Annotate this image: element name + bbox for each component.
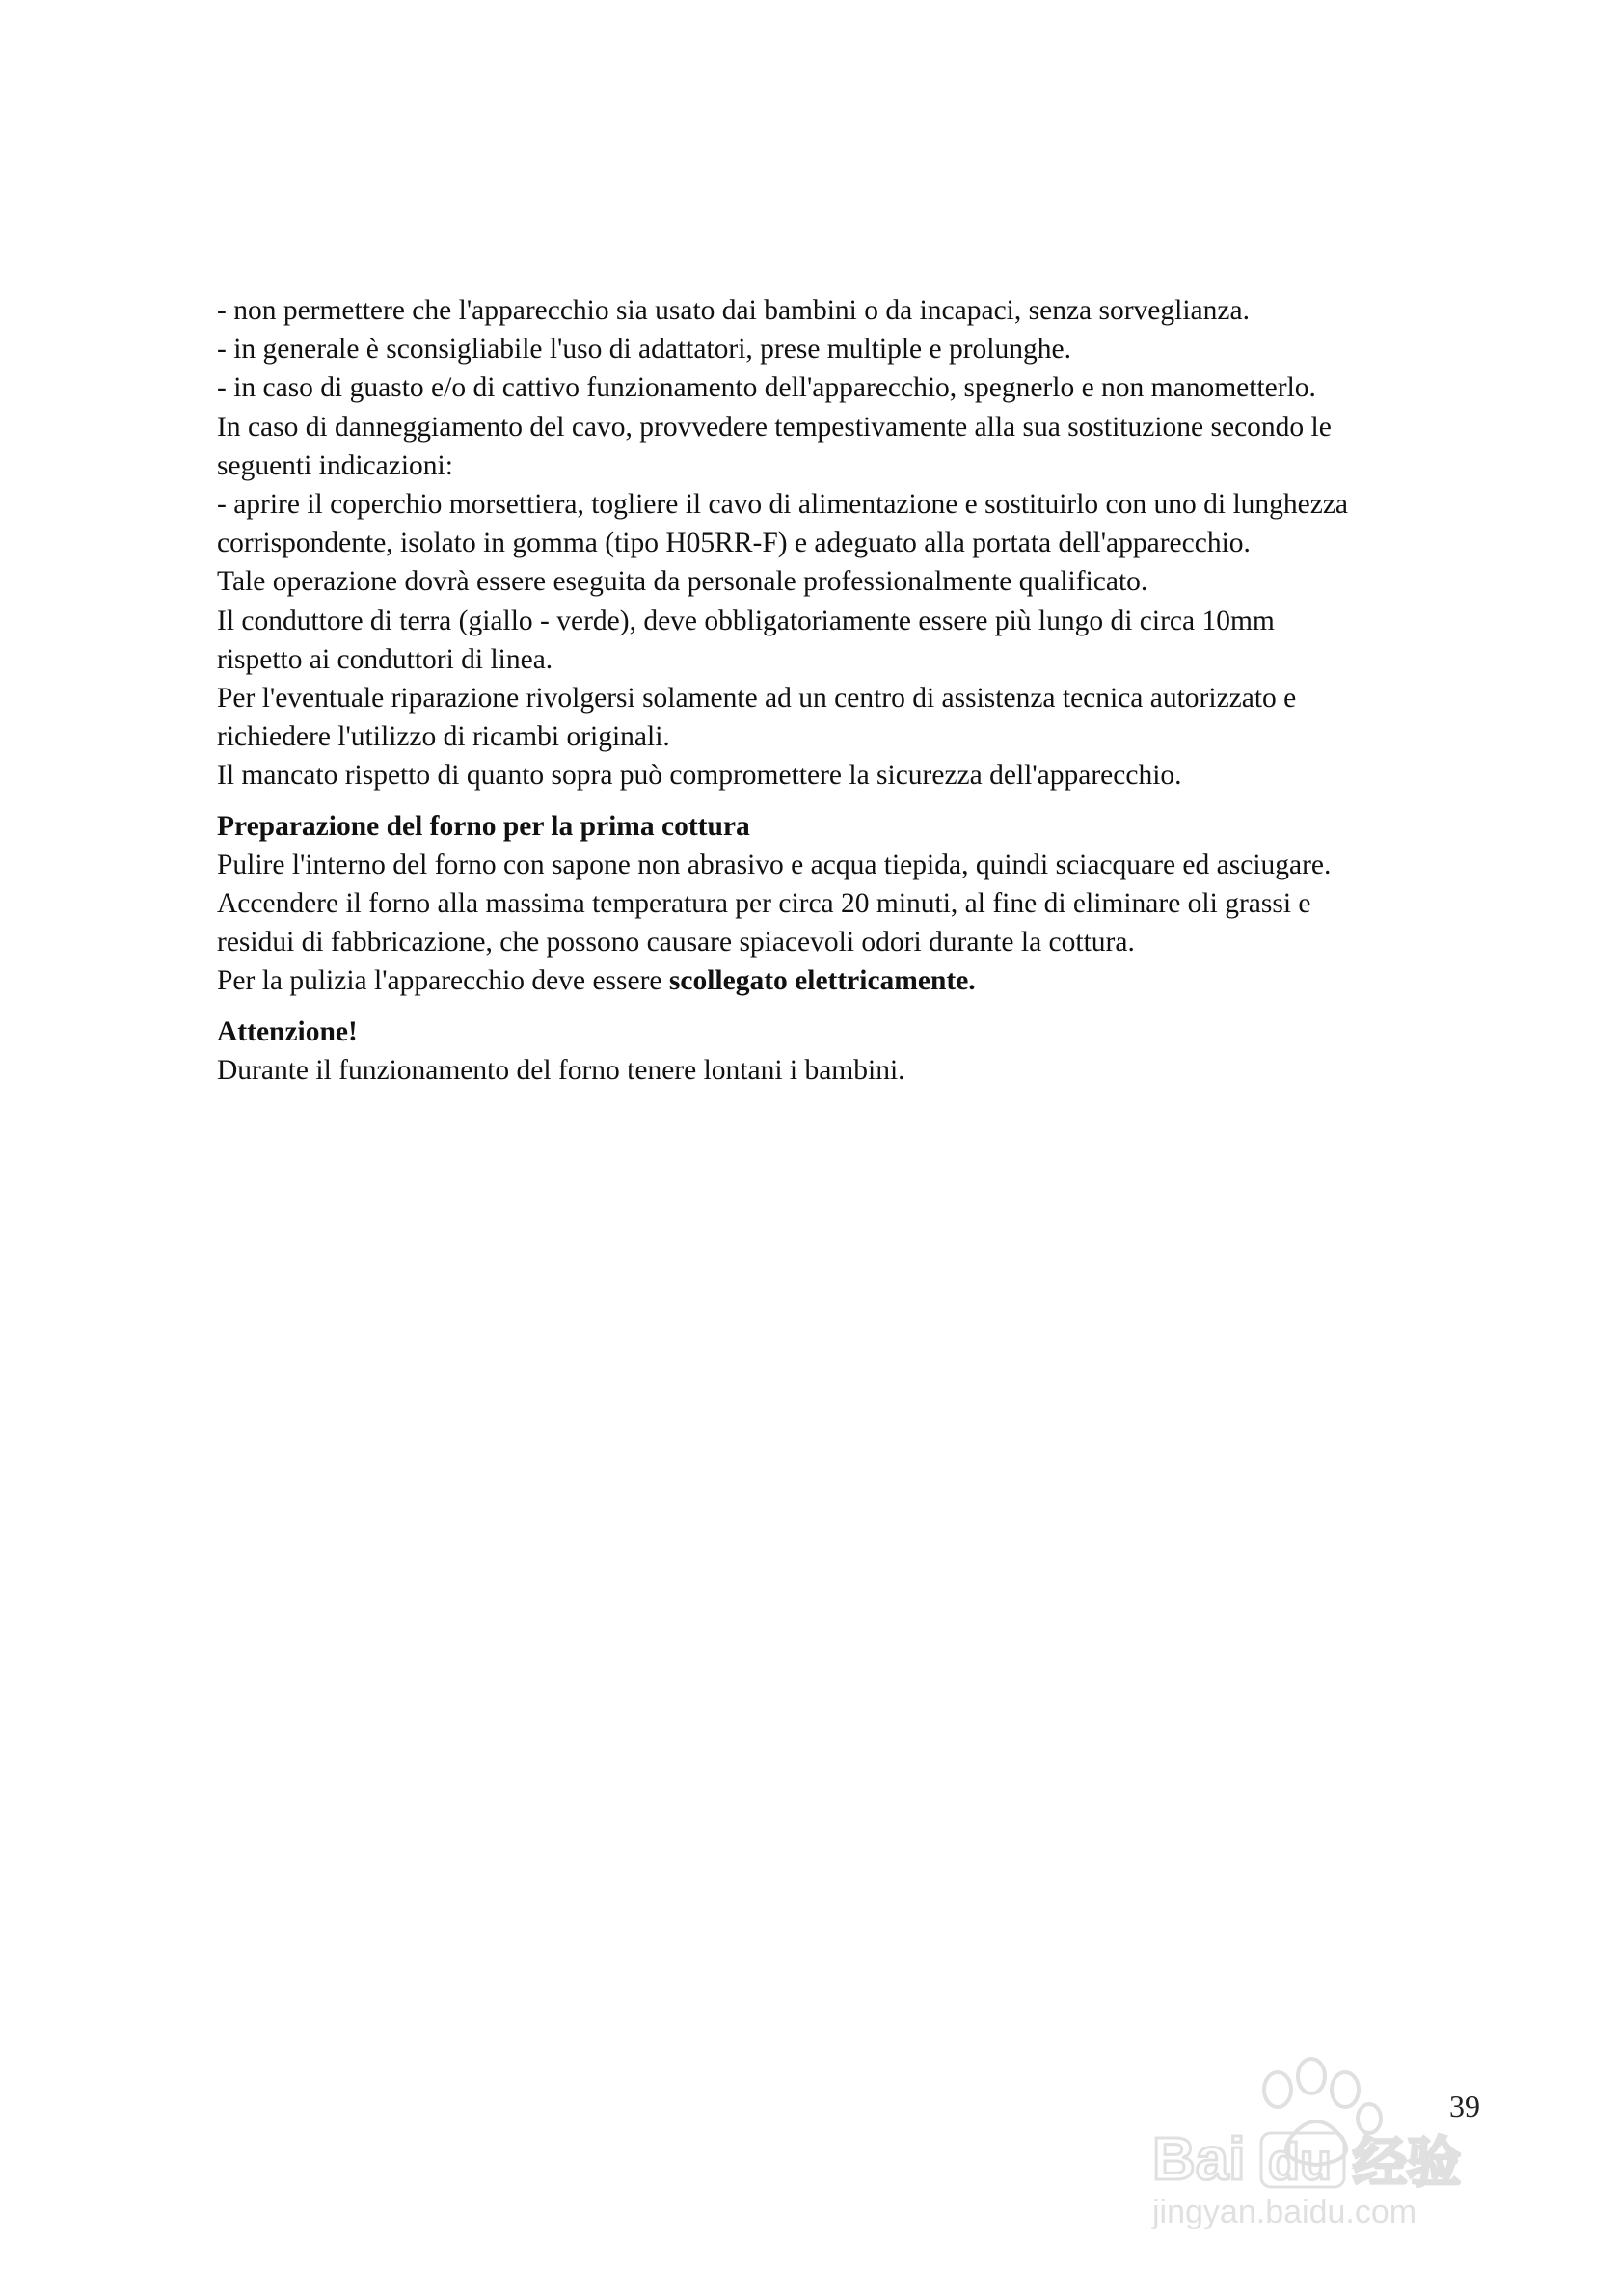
text-line: residui di fabbricazione, che possono causare spiacevoli odori durante la cottura. [217,927,1135,959]
svg-text:Bai: Bai [1152,2126,1246,2193]
text-line [217,961,1499,1000]
paragraph-spacer [217,796,1499,807]
section-heading: Preparazione del forno per la prima cottura [217,810,750,842]
text-run: Per la pulizia l'apparecchio deve essere [217,965,669,997]
page-number: 39 [1449,2089,1480,2123]
text-line: rispetto ai conduttori di linea. [217,643,553,675]
text-line: - aprire il coperchio morsettiera, togliere il cavo di alimentazione e sostituirlo con uno di lunghezza [217,489,1349,521]
svg-text:du: du [1268,2133,1332,2191]
section-heading: Attenzione! [217,1015,358,1047]
text-line: - in caso di guasto e/o di cattivo funzionamento dell'apparecchio, spegnerlo e non manometterlo. [217,372,1316,404]
text-line: Accendere il forno alla massima temperatura per circa 20 minuti, al fine di eliminare oli grassi e [217,888,1311,920]
text-line: - in generale è sconsigliabile l'uso di adattatori, prese multiple e prolunghe. [217,334,1071,365]
text-line: In caso di danneggiamento del cavo, provvedere tempestivamente alla sua sostituzione secondo le [217,411,1332,443]
text-line: Tale operazione dovrà essere eseguita da personale professionalmente qualificato. [217,566,1148,598]
text-line: Pulire l'interno del forno con sapone non abrasivo e acqua tiepida, quindi sciacquare ed asciugare. [217,849,1332,880]
text-line: seguenti indicazioni: [217,449,453,481]
text-line: Per l'eventuale riparazione rivolgersi solamente ad un centro di assistenza tecnica autorizzato e [217,683,1297,715]
paragraph-spacer [217,1001,1499,1013]
warning-section [217,1013,1499,1090]
watermark-brand-cjk: 经验 [1353,2132,1461,2195]
watermark-url: jingyan.baidu.com [1152,2194,1417,2230]
text-line: Il mancato rispetto di quanto sopra può compromettere la sicurezza dell'apparecchio. [217,760,1182,792]
bold-text-run: scollegato elettricamente. [668,965,976,997]
page-content [217,291,1499,1090]
preparation-section [217,807,1499,1001]
safety-paragraph [217,291,1499,796]
text-line: Il conduttore di terra (giallo - verde), deve obbligatoriamente essere più lungo di circa 10mm [217,605,1275,636]
text-line: richiedere l'utilizzo di ricambi originali. [217,721,670,753]
baidu-watermark-logo [1133,2030,1538,2232]
text-line: - non permettere che l'apparecchio sia usato dai bambini o da incapaci, senza sorveglianza. [217,295,1250,326]
text-line: corrispondente, isolato in gomma (tipo H05RR-F) e adeguato alla portata dell'apparecchio. [217,527,1251,559]
text-line: Durante il funzionamento del forno tenere lontani i bambini. [217,1054,905,1086]
